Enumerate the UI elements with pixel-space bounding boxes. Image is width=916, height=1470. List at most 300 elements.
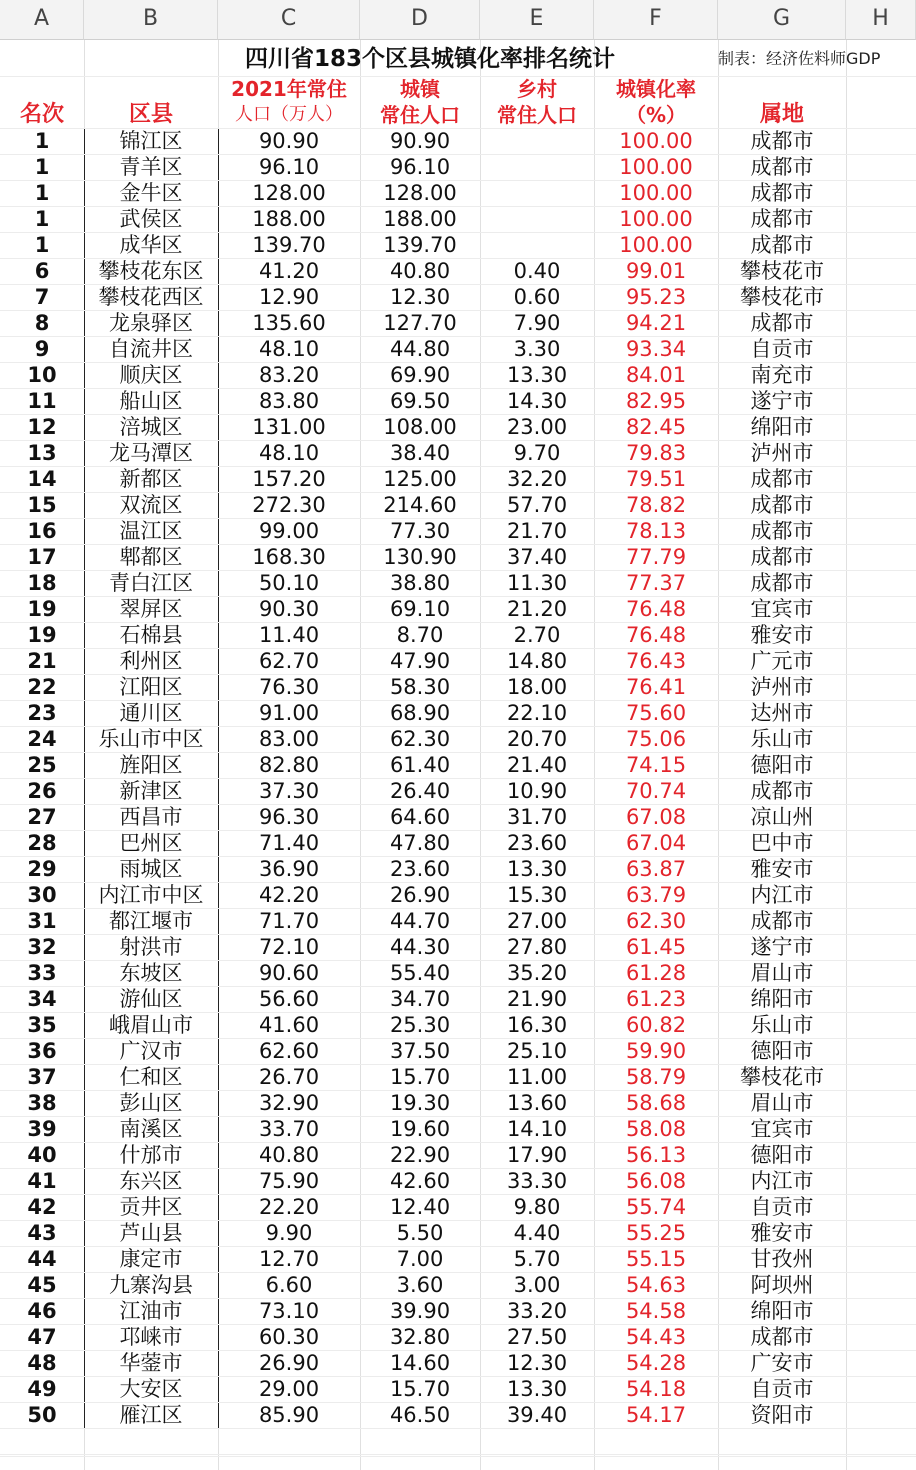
- cell-city[interactable]: 甘孜州: [750, 1247, 814, 1271]
- cell-city[interactable]: 资阳市: [750, 1403, 814, 1427]
- cell-urban[interactable]: 96.10: [389, 155, 451, 179]
- cell-district[interactable]: 什邡市: [119, 1143, 183, 1167]
- cell-urban[interactable]: 68.90: [389, 701, 451, 725]
- cell-population[interactable]: 128.00: [252, 181, 326, 205]
- cell-rate[interactable]: 58.68: [625, 1091, 687, 1115]
- cell-rate[interactable]: 94.21: [625, 311, 687, 335]
- cell-population[interactable]: 157.20: [252, 467, 326, 491]
- column-header-g[interactable]: G: [718, 0, 846, 40]
- cell-district[interactable]: 新津区: [119, 779, 183, 803]
- cell-population[interactable]: 168.30: [252, 545, 326, 569]
- cell-city[interactable]: 成都市: [750, 181, 814, 205]
- cell-rural[interactable]: 31.70: [506, 805, 568, 829]
- cell-urban[interactable]: 90.90: [389, 129, 451, 153]
- cell-district[interactable]: 新都区: [119, 467, 183, 491]
- cell-rural[interactable]: 4.40: [513, 1221, 561, 1245]
- header-district[interactable]: 区县: [128, 102, 173, 127]
- cell-rural[interactable]: 21.70: [506, 519, 568, 543]
- cell-rural[interactable]: 27.80: [506, 935, 568, 959]
- cell-rural[interactable]: 14.10: [506, 1117, 568, 1141]
- cell-population[interactable]: 11.40: [258, 623, 320, 647]
- cell-city[interactable]: 成都市: [750, 233, 814, 257]
- cell-population[interactable]: 41.20: [258, 259, 320, 283]
- cell-rural[interactable]: 10.90: [506, 779, 568, 803]
- cell-rank[interactable]: 28: [27, 831, 57, 855]
- cell-city[interactable]: 广元市: [750, 649, 814, 673]
- cell-urban[interactable]: 108.00: [383, 415, 457, 439]
- cell-urban[interactable]: 15.70: [389, 1377, 451, 1401]
- cell-rank[interactable]: 13: [27, 441, 57, 465]
- cell-rank[interactable]: 23: [27, 701, 57, 725]
- cell-rural[interactable]: [480, 128, 594, 154]
- cell-urban[interactable]: 38.80: [389, 571, 451, 595]
- cell-population[interactable]: 56.60: [258, 987, 320, 1011]
- cell-district[interactable]: 利州区: [119, 649, 183, 673]
- cell-rank[interactable]: 31: [27, 909, 57, 933]
- cell-city[interactable]: 宜宾市: [750, 1117, 814, 1141]
- cell-city[interactable]: 雅安市: [750, 1221, 814, 1245]
- cell-rural[interactable]: [480, 154, 594, 180]
- cell-district[interactable]: 攀枝花东区: [98, 259, 204, 283]
- cell-urban[interactable]: 64.60: [389, 805, 451, 829]
- cell-rank[interactable]: 6: [34, 259, 50, 283]
- cell-population[interactable]: 26.90: [258, 1351, 320, 1375]
- cell-population[interactable]: 37.30: [258, 779, 320, 803]
- cell-city[interactable]: 内江市: [750, 1169, 814, 1193]
- cell-district[interactable]: 九寨沟县: [109, 1273, 193, 1297]
- cell-city[interactable]: 成都市: [750, 909, 814, 933]
- cell-rank[interactable]: 11: [27, 389, 57, 413]
- cell-district[interactable]: 江阳区: [119, 675, 183, 699]
- cell-rank[interactable]: 25: [27, 753, 57, 777]
- cell-city[interactable]: 成都市: [750, 519, 814, 543]
- cell-rural[interactable]: 27.00: [506, 909, 568, 933]
- column-header-h[interactable]: H: [846, 0, 916, 40]
- cell-district[interactable]: 郫都区: [119, 545, 183, 569]
- cell-urban[interactable]: 37.50: [389, 1039, 451, 1063]
- cell-city[interactable]: 达州市: [750, 701, 814, 725]
- cell-population[interactable]: 32.90: [258, 1091, 320, 1115]
- cell-urban[interactable]: 23.60: [389, 857, 451, 881]
- cell-population[interactable]: 50.10: [258, 571, 320, 595]
- cell-rank[interactable]: 10: [27, 363, 57, 387]
- cell-city[interactable]: 广安市: [750, 1351, 814, 1375]
- cell-rank[interactable]: 24: [27, 727, 57, 751]
- cell-rank[interactable]: 38: [27, 1091, 57, 1115]
- cell-city[interactable]: 泸州市: [750, 675, 814, 699]
- cell-rank[interactable]: 44: [27, 1247, 57, 1271]
- cell-district[interactable]: 都江堰市: [109, 909, 193, 933]
- cell-rural[interactable]: 12.30: [506, 1351, 568, 1375]
- cell-population[interactable]: 83.80: [258, 389, 320, 413]
- cell-rank[interactable]: 35: [27, 1013, 57, 1037]
- cell-district[interactable]: 乐山市中区: [98, 727, 204, 751]
- cell-population[interactable]: 139.70: [252, 233, 326, 257]
- cell-rank[interactable]: 14: [27, 467, 57, 491]
- cell-rate[interactable]: 82.95: [625, 389, 687, 413]
- cell-urban[interactable]: 12.30: [389, 285, 451, 309]
- cell-urban[interactable]: 58.30: [389, 675, 451, 699]
- cell-rural[interactable]: 57.70: [506, 493, 568, 517]
- cell-rate[interactable]: 61.23: [625, 987, 687, 1011]
- cell-rank[interactable]: 50: [27, 1403, 57, 1427]
- header-urban-line2[interactable]: 常住人口: [380, 103, 460, 127]
- cell-district[interactable]: 射洪市: [119, 935, 183, 959]
- cell-urban[interactable]: 12.40: [389, 1195, 451, 1219]
- cell-district[interactable]: 成华区: [119, 233, 183, 257]
- cell-rank[interactable]: 8: [34, 311, 50, 335]
- cell-city[interactable]: 成都市: [750, 207, 814, 231]
- cell-district[interactable]: 通川区: [119, 701, 183, 725]
- cell-city[interactable]: 绵阳市: [750, 1299, 814, 1323]
- cell-city[interactable]: 成都市: [750, 129, 814, 153]
- cell-rural[interactable]: 33.30: [506, 1169, 568, 1193]
- cell-district[interactable]: 贡井区: [119, 1195, 183, 1219]
- cell-rate[interactable]: 100.00: [619, 181, 693, 205]
- cell-district[interactable]: 雁江区: [119, 1403, 183, 1427]
- cell-population[interactable]: 9.90: [265, 1221, 313, 1245]
- cell-rural[interactable]: 9.70: [513, 441, 561, 465]
- cell-urban[interactable]: 8.70: [396, 623, 444, 647]
- column-header-b[interactable]: B: [84, 0, 218, 40]
- cell-rate[interactable]: 56.13: [625, 1143, 687, 1167]
- cell-urban[interactable]: 25.30: [389, 1013, 451, 1037]
- cell-city[interactable]: 绵阳市: [750, 987, 814, 1011]
- cell-rate[interactable]: 55.74: [625, 1195, 687, 1219]
- cell-city[interactable]: 阿坝州: [750, 1273, 814, 1297]
- column-header-d[interactable]: D: [360, 0, 480, 40]
- cell-urban[interactable]: 19.30: [389, 1091, 451, 1115]
- cell-city[interactable]: 成都市: [750, 571, 814, 595]
- cell-population[interactable]: 96.30: [258, 805, 320, 829]
- cell-rural[interactable]: 37.40: [506, 545, 568, 569]
- header-population-line2[interactable]: 人口（万人）: [235, 104, 343, 125]
- cell-rural[interactable]: 21.90: [506, 987, 568, 1011]
- cell-city[interactable]: 凉山州: [750, 805, 814, 829]
- cell-urban[interactable]: 26.90: [389, 883, 451, 907]
- cell-rate[interactable]: 61.45: [625, 935, 687, 959]
- cell-population[interactable]: 40.80: [258, 1143, 320, 1167]
- cell-rank[interactable]: 27: [27, 805, 57, 829]
- cell-rate[interactable]: 100.00: [619, 129, 693, 153]
- cell-rate[interactable]: 76.48: [625, 623, 687, 647]
- cell-population[interactable]: 188.00: [252, 207, 326, 231]
- cell-district[interactable]: 华蓥市: [119, 1351, 183, 1375]
- cell-rank[interactable]: 15: [27, 493, 57, 517]
- cell-district[interactable]: 温江区: [119, 519, 183, 543]
- cell-rank[interactable]: 1: [34, 233, 50, 257]
- cell-population[interactable]: 73.10: [258, 1299, 320, 1323]
- cell-district[interactable]: 石棉县: [119, 623, 183, 647]
- cell-rank[interactable]: 37: [27, 1065, 57, 1089]
- cell-population[interactable]: 62.70: [258, 649, 320, 673]
- cell-population[interactable]: 48.10: [258, 337, 320, 361]
- cell-urban[interactable]: 69.10: [389, 597, 451, 621]
- cell-urban[interactable]: 61.40: [389, 753, 451, 777]
- cell-city[interactable]: 成都市: [750, 545, 814, 569]
- cell-district[interactable]: 西昌市: [119, 805, 183, 829]
- cell-population[interactable]: 29.00: [258, 1377, 320, 1401]
- cell-population[interactable]: 99.00: [258, 519, 320, 543]
- cell-city[interactable]: 宜宾市: [750, 597, 814, 621]
- cell-rate[interactable]: 82.45: [625, 415, 687, 439]
- cell-population[interactable]: 76.30: [258, 675, 320, 699]
- cell-district[interactable]: 游仙区: [119, 987, 183, 1011]
- cell-rank[interactable]: 49: [27, 1377, 57, 1401]
- cell-population[interactable]: 36.90: [258, 857, 320, 881]
- cell-population[interactable]: 91.00: [258, 701, 320, 725]
- cell-rural[interactable]: 7.90: [513, 311, 561, 335]
- cell-district[interactable]: 东坡区: [119, 961, 183, 985]
- cell-rural[interactable]: 9.80: [513, 1195, 561, 1219]
- cell-population[interactable]: 83.00: [258, 727, 320, 751]
- cell-rural[interactable]: 32.20: [506, 467, 568, 491]
- cell-rate[interactable]: 54.28: [625, 1351, 687, 1375]
- cell-rural[interactable]: 0.40: [513, 259, 561, 283]
- cell-rural[interactable]: 14.80: [506, 649, 568, 673]
- column-header-e[interactable]: E: [480, 0, 594, 40]
- cell-district[interactable]: 金牛区: [119, 181, 183, 205]
- cell-rural[interactable]: 18.00: [506, 675, 568, 699]
- cell-rural[interactable]: 13.30: [506, 1377, 568, 1401]
- cell-rank[interactable]: 48: [27, 1351, 57, 1375]
- cell-city[interactable]: 巴中市: [750, 831, 814, 855]
- cell-urban[interactable]: 19.60: [389, 1117, 451, 1141]
- cell-city[interactable]: 攀枝花市: [740, 285, 824, 309]
- cell-rate[interactable]: 78.82: [625, 493, 687, 517]
- cell-city[interactable]: 成都市: [750, 1325, 814, 1349]
- cell-rural[interactable]: 5.70: [513, 1247, 561, 1271]
- cell-rate[interactable]: 100.00: [619, 233, 693, 257]
- cell-population[interactable]: 90.90: [258, 129, 320, 153]
- cell-rank[interactable]: 17: [27, 545, 57, 569]
- cell-city[interactable]: 成都市: [750, 779, 814, 803]
- cell-rural[interactable]: 17.90: [506, 1143, 568, 1167]
- cell-district[interactable]: 翠屏区: [119, 597, 183, 621]
- cell-city[interactable]: 德阳市: [750, 753, 814, 777]
- cell-district[interactable]: 仁和区: [119, 1065, 183, 1089]
- cell-urban[interactable]: 188.00: [383, 207, 457, 231]
- cell-urban[interactable]: 125.00: [383, 467, 457, 491]
- cell-rate[interactable]: 61.28: [625, 961, 687, 985]
- cell-rank[interactable]: 30: [27, 883, 57, 907]
- cell-rate[interactable]: 62.30: [625, 909, 687, 933]
- cell-urban[interactable]: 3.60: [396, 1273, 444, 1297]
- cell-rate[interactable]: 95.23: [625, 285, 687, 309]
- cell-district[interactable]: 江油市: [119, 1299, 183, 1323]
- cell-district[interactable]: 广汉市: [119, 1039, 183, 1063]
- cell-rate[interactable]: 76.41: [625, 675, 687, 699]
- cell-urban[interactable]: 14.60: [389, 1351, 451, 1375]
- cell-rural[interactable]: 21.40: [506, 753, 568, 777]
- cell-rank[interactable]: 18: [27, 571, 57, 595]
- cell-rate[interactable]: 99.01: [625, 259, 687, 283]
- cell-rank[interactable]: 45: [27, 1273, 57, 1297]
- cell-rate[interactable]: 79.51: [625, 467, 687, 491]
- cell-population[interactable]: 83.20: [258, 363, 320, 387]
- cell-rank[interactable]: 34: [27, 987, 57, 1011]
- header-city[interactable]: 属地: [759, 102, 804, 127]
- cell-rank[interactable]: 42: [27, 1195, 57, 1219]
- cell-district[interactable]: 武侯区: [119, 207, 183, 231]
- cell-city[interactable]: 雅安市: [750, 857, 814, 881]
- cell-urban[interactable]: 130.90: [383, 545, 457, 569]
- cell-urban[interactable]: 77.30: [389, 519, 451, 543]
- cell-rate[interactable]: 100.00: [619, 207, 693, 231]
- cell-district[interactable]: 旌阳区: [119, 753, 183, 777]
- cell-city[interactable]: 德阳市: [750, 1143, 814, 1167]
- cell-rural[interactable]: 11.30: [506, 571, 568, 595]
- cell-rate[interactable]: 60.82: [625, 1013, 687, 1037]
- cell-urban[interactable]: 69.90: [389, 363, 451, 387]
- column-header-a[interactable]: A: [0, 0, 84, 40]
- cell-population[interactable]: 85.90: [258, 1403, 320, 1427]
- cell-rate[interactable]: 84.01: [625, 363, 687, 387]
- cell-rate[interactable]: 63.87: [625, 857, 687, 881]
- cell-city[interactable]: 遂宁市: [750, 389, 814, 413]
- cell-urban[interactable]: 44.70: [389, 909, 451, 933]
- header-rural-line2[interactable]: 常住人口: [497, 103, 577, 127]
- cell-district[interactable]: 峨眉山市: [109, 1013, 193, 1037]
- cell-urban[interactable]: 127.70: [383, 311, 457, 335]
- cell-city[interactable]: 遂宁市: [750, 935, 814, 959]
- cell-rank[interactable]: 19: [27, 623, 57, 647]
- cell-rate[interactable]: 76.43: [625, 649, 687, 673]
- cell-district[interactable]: 船山区: [119, 389, 183, 413]
- cell-city[interactable]: 南充市: [750, 363, 814, 387]
- cell-city[interactable]: 雅安市: [750, 623, 814, 647]
- cell-rank[interactable]: 7: [34, 285, 50, 309]
- cell-urban[interactable]: 47.90: [389, 649, 451, 673]
- cell-urban[interactable]: 46.50: [389, 1403, 451, 1427]
- cell-rate[interactable]: 67.08: [625, 805, 687, 829]
- cell-rank[interactable]: 47: [27, 1325, 57, 1349]
- cell-rank[interactable]: 22: [27, 675, 57, 699]
- cell-urban[interactable]: 34.70: [389, 987, 451, 1011]
- cell-urban[interactable]: 47.80: [389, 831, 451, 855]
- cell-rate[interactable]: 93.34: [625, 337, 687, 361]
- cell-rural[interactable]: [480, 206, 594, 232]
- cell-city[interactable]: 成都市: [750, 467, 814, 491]
- cell-rate[interactable]: 54.43: [625, 1325, 687, 1349]
- cell-district[interactable]: 雨城区: [119, 857, 183, 881]
- cell-rank[interactable]: 19: [27, 597, 57, 621]
- cell-rural[interactable]: 33.20: [506, 1299, 568, 1323]
- cell-rural[interactable]: 39.40: [506, 1403, 568, 1427]
- cell-population[interactable]: 82.80: [258, 753, 320, 777]
- cell-rank[interactable]: 1: [34, 181, 50, 205]
- cell-district[interactable]: 攀枝花西区: [98, 285, 204, 309]
- cell-district[interactable]: 东兴区: [119, 1169, 183, 1193]
- cell-rank[interactable]: 41: [27, 1169, 57, 1193]
- cell-rural[interactable]: 11.00: [506, 1065, 568, 1089]
- cell-rate[interactable]: 54.58: [625, 1299, 687, 1323]
- cell-district[interactable]: 龙马潭区: [109, 441, 193, 465]
- cell-rural[interactable]: [480, 180, 594, 206]
- cell-district[interactable]: 大安区: [119, 1377, 183, 1401]
- cell-population[interactable]: 90.30: [258, 597, 320, 621]
- header-rural-line1[interactable]: 乡村: [517, 77, 557, 101]
- header-population-line1[interactable]: 2021年常住: [231, 77, 347, 101]
- cell-rank[interactable]: 9: [34, 337, 50, 361]
- cell-population[interactable]: 71.70: [258, 909, 320, 933]
- column-header-c[interactable]: C: [218, 0, 360, 40]
- cell-rural[interactable]: 3.00: [513, 1273, 561, 1297]
- cell-rural[interactable]: 14.30: [506, 389, 568, 413]
- cell-city[interactable]: 乐山市: [750, 1013, 814, 1037]
- cell-rate[interactable]: 78.13: [625, 519, 687, 543]
- cell-population[interactable]: 72.10: [258, 935, 320, 959]
- header-urban-line1[interactable]: 城镇: [400, 77, 440, 101]
- cell-population[interactable]: 22.20: [258, 1195, 320, 1219]
- cell-population[interactable]: 12.90: [258, 285, 320, 309]
- cell-population[interactable]: 33.70: [258, 1117, 320, 1141]
- cell-rate[interactable]: 55.15: [625, 1247, 687, 1271]
- cell-rate[interactable]: 70.74: [625, 779, 687, 803]
- cell-district[interactable]: 龙泉驿区: [109, 311, 193, 335]
- cell-population[interactable]: 272.30: [252, 493, 326, 517]
- cell-population[interactable]: 90.60: [258, 961, 320, 985]
- cell-rank[interactable]: 1: [34, 207, 50, 231]
- cell-rank[interactable]: 40: [27, 1143, 57, 1167]
- cell-rate[interactable]: 67.04: [625, 831, 687, 855]
- cell-urban[interactable]: 32.80: [389, 1325, 451, 1349]
- cell-rank[interactable]: 1: [34, 155, 50, 179]
- cell-rate[interactable]: 100.00: [619, 155, 693, 179]
- cell-city[interactable]: 自贡市: [750, 337, 814, 361]
- cell-rank[interactable]: 26: [27, 779, 57, 803]
- cell-urban[interactable]: 26.40: [389, 779, 451, 803]
- cell-population[interactable]: 48.10: [258, 441, 320, 465]
- cell-rate[interactable]: 79.83: [625, 441, 687, 465]
- cell-rate[interactable]: 54.17: [625, 1403, 687, 1427]
- cell-urban[interactable]: 128.00: [383, 181, 457, 205]
- cell-rural[interactable]: 2.70: [513, 623, 561, 647]
- cell-district[interactable]: 锦江区: [119, 129, 183, 153]
- cell-city[interactable]: 乐山市: [750, 727, 814, 751]
- column-header-f[interactable]: F: [594, 0, 718, 40]
- cell-rural[interactable]: 15.30: [506, 883, 568, 907]
- cell-city[interactable]: 攀枝花市: [740, 259, 824, 283]
- cell-rank[interactable]: 43: [27, 1221, 57, 1245]
- cell-urban[interactable]: 38.40: [389, 441, 451, 465]
- cell-rate[interactable]: 76.48: [625, 597, 687, 621]
- cell-urban[interactable]: 69.50: [389, 389, 451, 413]
- cell-district[interactable]: 巴州区: [119, 831, 183, 855]
- cell-population[interactable]: 26.70: [258, 1065, 320, 1089]
- cell-urban[interactable]: 39.90: [389, 1299, 451, 1323]
- cell-city[interactable]: 德阳市: [750, 1039, 814, 1063]
- cell-city[interactable]: 绵阳市: [750, 415, 814, 439]
- cell-rural[interactable]: [480, 232, 594, 258]
- header-rate-line1[interactable]: 城镇化率: [616, 77, 696, 101]
- cell-urban[interactable]: 214.60: [383, 493, 457, 517]
- cell-rural[interactable]: 23.60: [506, 831, 568, 855]
- cell-rural[interactable]: 25.10: [506, 1039, 568, 1063]
- cell-rank[interactable]: 36: [27, 1039, 57, 1063]
- cell-urban[interactable]: 7.00: [396, 1247, 444, 1271]
- cell-city[interactable]: 成都市: [750, 155, 814, 179]
- cell-rural[interactable]: 13.60: [506, 1091, 568, 1115]
- cell-district[interactable]: 彭山区: [119, 1091, 183, 1115]
- cell-rank[interactable]: 46: [27, 1299, 57, 1323]
- cell-district[interactable]: 芦山县: [119, 1221, 183, 1245]
- cell-population[interactable]: 60.30: [258, 1325, 320, 1349]
- cell-population[interactable]: 62.60: [258, 1039, 320, 1063]
- cell-rate[interactable]: 56.08: [625, 1169, 687, 1193]
- header-rank[interactable]: 名次: [19, 102, 64, 127]
- cell-rate[interactable]: 63.79: [625, 883, 687, 907]
